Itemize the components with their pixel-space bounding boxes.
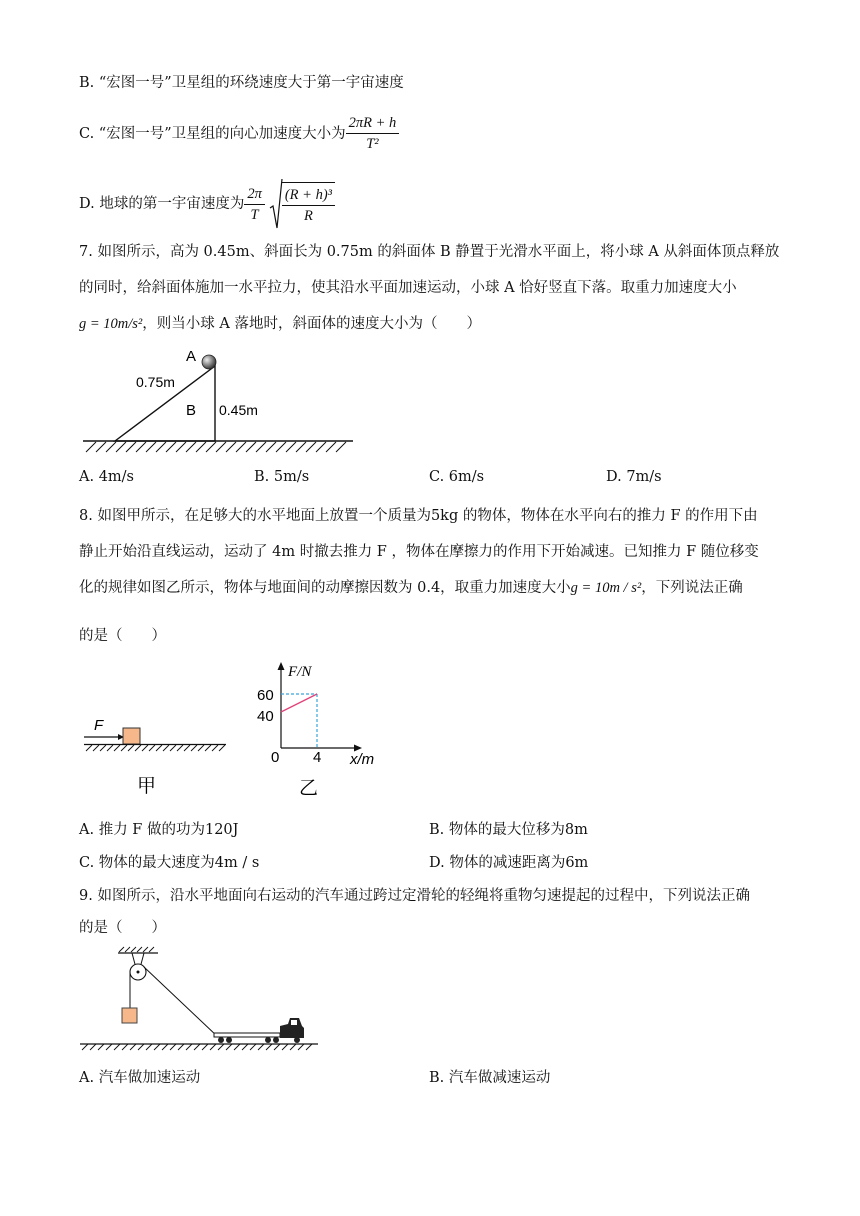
truck-icon <box>214 1018 304 1043</box>
q8-line3-text-post: ，下列说法正确 <box>641 580 743 596</box>
x-tick-4: 4 <box>313 749 322 766</box>
q7-option-b: B. 5m/s <box>254 469 310 485</box>
y-axis-label-text: F/N <box>288 664 312 680</box>
y-axis-label <box>287 664 312 680</box>
q8-option-b: B. 物体的最大位移为8m <box>429 822 588 838</box>
q7-line3 <box>79 314 481 334</box>
q6-option-c-numerator: 2πR + h <box>346 113 400 134</box>
q8-line4: 的是（ ） <box>79 628 166 644</box>
label-b: B <box>186 402 197 419</box>
q6-option-c-text: C. “宏图一号”卫星组的向心加速度大小为 <box>79 125 346 142</box>
q6-option-c-denominator: T² <box>366 136 379 152</box>
caption-yi: 乙 <box>299 778 319 799</box>
q6-option-d-root-numerator: (R + h)³ <box>282 185 335 206</box>
q6-option-c <box>79 113 399 154</box>
q8-figure-jia <box>80 710 230 805</box>
q6-option-c-fraction <box>346 113 400 154</box>
block-icon <box>123 728 140 744</box>
q8-figure-yi-chart <box>250 658 390 803</box>
q7-g-formula: g = 10m/s² <box>79 316 143 332</box>
q6-option-b: B. “宏图一号”卫星组的环绕速度大于第一宇宙速度 <box>79 75 404 91</box>
q6-option-d-frac-numerator: 2π <box>244 184 265 205</box>
label-height: 0.45m <box>219 402 258 418</box>
q9-line2: 的是（ ） <box>79 920 166 936</box>
rope-slanted <box>144 967 218 1037</box>
q7-line1: 7. 如图所示，高为 0.45m、斜面长为 0.75m 的斜面体 B 静置于光滑水平面上，将小球 A 从斜面体顶点释放 <box>79 244 780 260</box>
y-axis-arrow-icon <box>278 662 285 670</box>
q8-line3 <box>79 578 743 598</box>
q6-option-d-text: D. 地球的第一宇宙速度为 <box>79 196 245 212</box>
q6-option-d-fraction <box>244 184 265 225</box>
q6-option-d-sqrt <box>269 178 335 230</box>
sqrt-sign-icon <box>269 178 283 230</box>
q9-option-a: A. 汽车做加速运动 <box>79 1070 201 1086</box>
q8-g-formula: g = 10m / s² <box>570 580 642 596</box>
q8-option-a: A. 推力 F 做的功为120J <box>79 822 239 838</box>
q7-option-c: C. 6m/s <box>429 469 485 485</box>
y-tick-40: 40 <box>257 708 274 725</box>
label-slope-length: 0.75m <box>136 374 175 390</box>
q9-option-b: B. 汽车做减速运动 <box>429 1070 551 1086</box>
q8-line1: 8. 如图甲所示，在足够大的水平地面上放置一个质量为5kg 的物体，物体在水平向右的推力 F 的作用下由 <box>79 508 758 524</box>
q9-pulley-figure <box>78 946 328 1056</box>
q7-option-d: D. 7m/s <box>606 469 662 485</box>
q7-line2: 的同时，给斜面体施加一水平拉力，使其沿水平面加速运动，小球 A 恰好竖直下落。取重力加速度大小 <box>79 280 737 296</box>
label-a: A <box>186 348 197 365</box>
ball-a-icon <box>202 355 216 369</box>
origin-label: 0 <box>271 749 280 766</box>
q6-option-d-frac-denominator: T <box>250 206 259 223</box>
q7-option-a: A. 4m/s <box>79 469 134 485</box>
caption-jia: 甲 <box>137 776 157 797</box>
q7-incline-figure <box>78 340 368 460</box>
q6-option-d <box>79 178 335 230</box>
weight-block-icon <box>122 1008 137 1023</box>
q9-line1: 9. 如图所示，沿水平地面向右运动的汽车通过跨过定滑轮的轻绳将重物匀速提起的过程中，下列说法正确 <box>79 888 750 904</box>
y-tick-60: 60 <box>257 687 274 704</box>
q8-line2: 静止开始沿直线运动，运动了 4m 时撤去推力 F ，物体在摩擦力的作用下开始减速。已知推力 F 随位移变 <box>79 544 759 560</box>
force-label: F <box>94 717 104 734</box>
q8-option-d: D. 物体的减速距离为6m <box>429 855 589 871</box>
q6-option-d-root-fraction <box>282 182 335 226</box>
q6-option-d-root-denominator: R <box>303 208 313 224</box>
x-axis-label: x/m <box>350 751 375 768</box>
force-series-line <box>281 694 317 712</box>
q8-option-c: C. 物体的最大速度为4m / s <box>79 855 260 871</box>
q8-line3-text: 化的规律如图乙所示，物体与地面间的动摩擦因数为 0.4，取重力加速度大小 <box>79 580 571 596</box>
q7-line3-text: ，则当小球 A 落地时，斜面体的速度大小为（ ） <box>142 316 481 332</box>
